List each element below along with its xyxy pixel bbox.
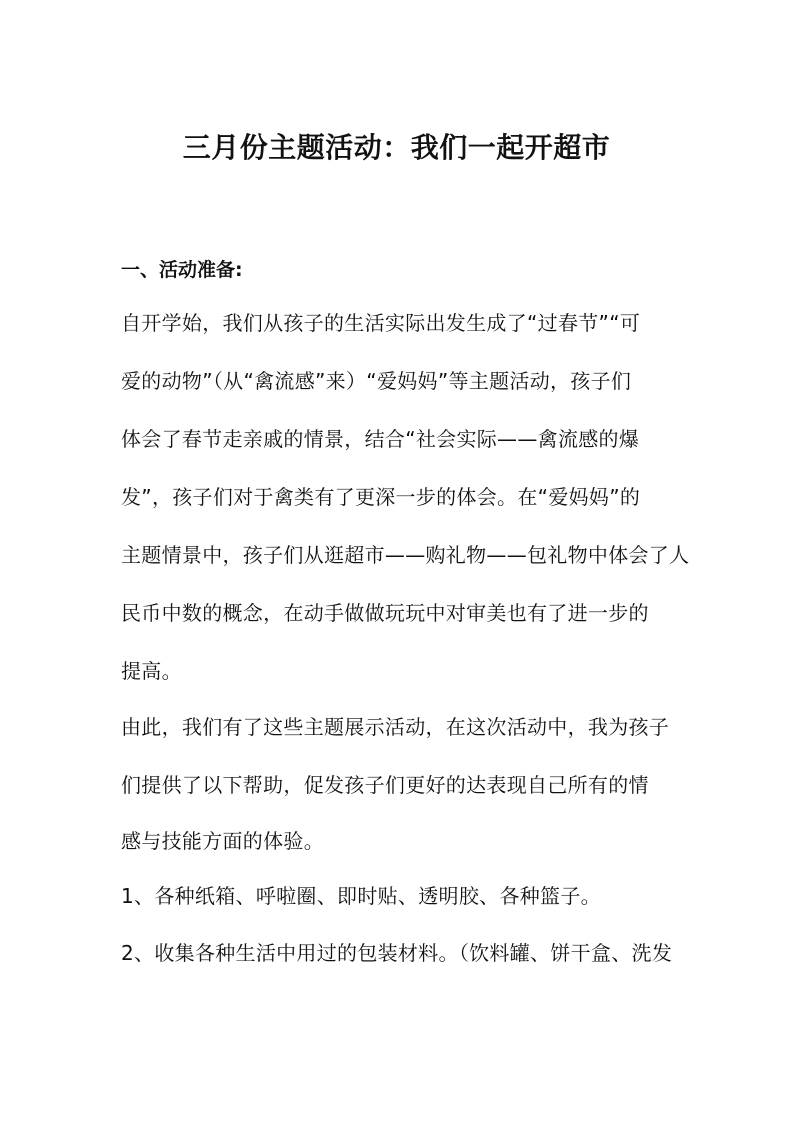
paragraph-line: 感与技能方面的体验。 <box>121 829 324 853</box>
paragraph-line: 体会了春节走亲戚的情景，结合“社会实际——禽流感的爆 <box>121 427 640 451</box>
section-heading: 一、活动准备: <box>121 259 243 281</box>
paragraph-line: 自开学始，我们从孩子的生活实际出发生成了“过春节”“可 <box>121 311 641 335</box>
paragraph-line: 们提供了以下帮助，促发孩子们更好的达表现自己所有的情 <box>121 773 649 797</box>
list-item: 1、各种纸箱、呼啦圈、即时贴、透明胶、各种篮子。 <box>121 884 601 908</box>
paragraph-line: 发”，孩子们对于禽类有了更深一步的体会。在“爱妈妈”的 <box>121 485 641 509</box>
list-item: 2、收集各种生活中用过的包装材料。（饮料罐、饼干盒、洗发 <box>121 941 673 965</box>
document-title: 三月份主题活动：我们一起开超市 <box>182 131 611 164</box>
paragraph-line: 爱的动物”（从“禽流感”来）“爱妈妈”等主题活动，孩子们 <box>121 369 632 393</box>
paragraph-line: 主题情景中，孩子们从逛超市——购礼物——包礼物中体会了人 <box>121 543 690 567</box>
paragraph-line: 民币中数的概念，在动手做做玩玩中对审美也有了进一步的 <box>121 601 649 625</box>
paragraph-line: 由此，我们有了这些主题展示活动，在这次活动中，我为孩子 <box>121 715 670 739</box>
paragraph-line: 提高。 <box>121 659 182 683</box>
